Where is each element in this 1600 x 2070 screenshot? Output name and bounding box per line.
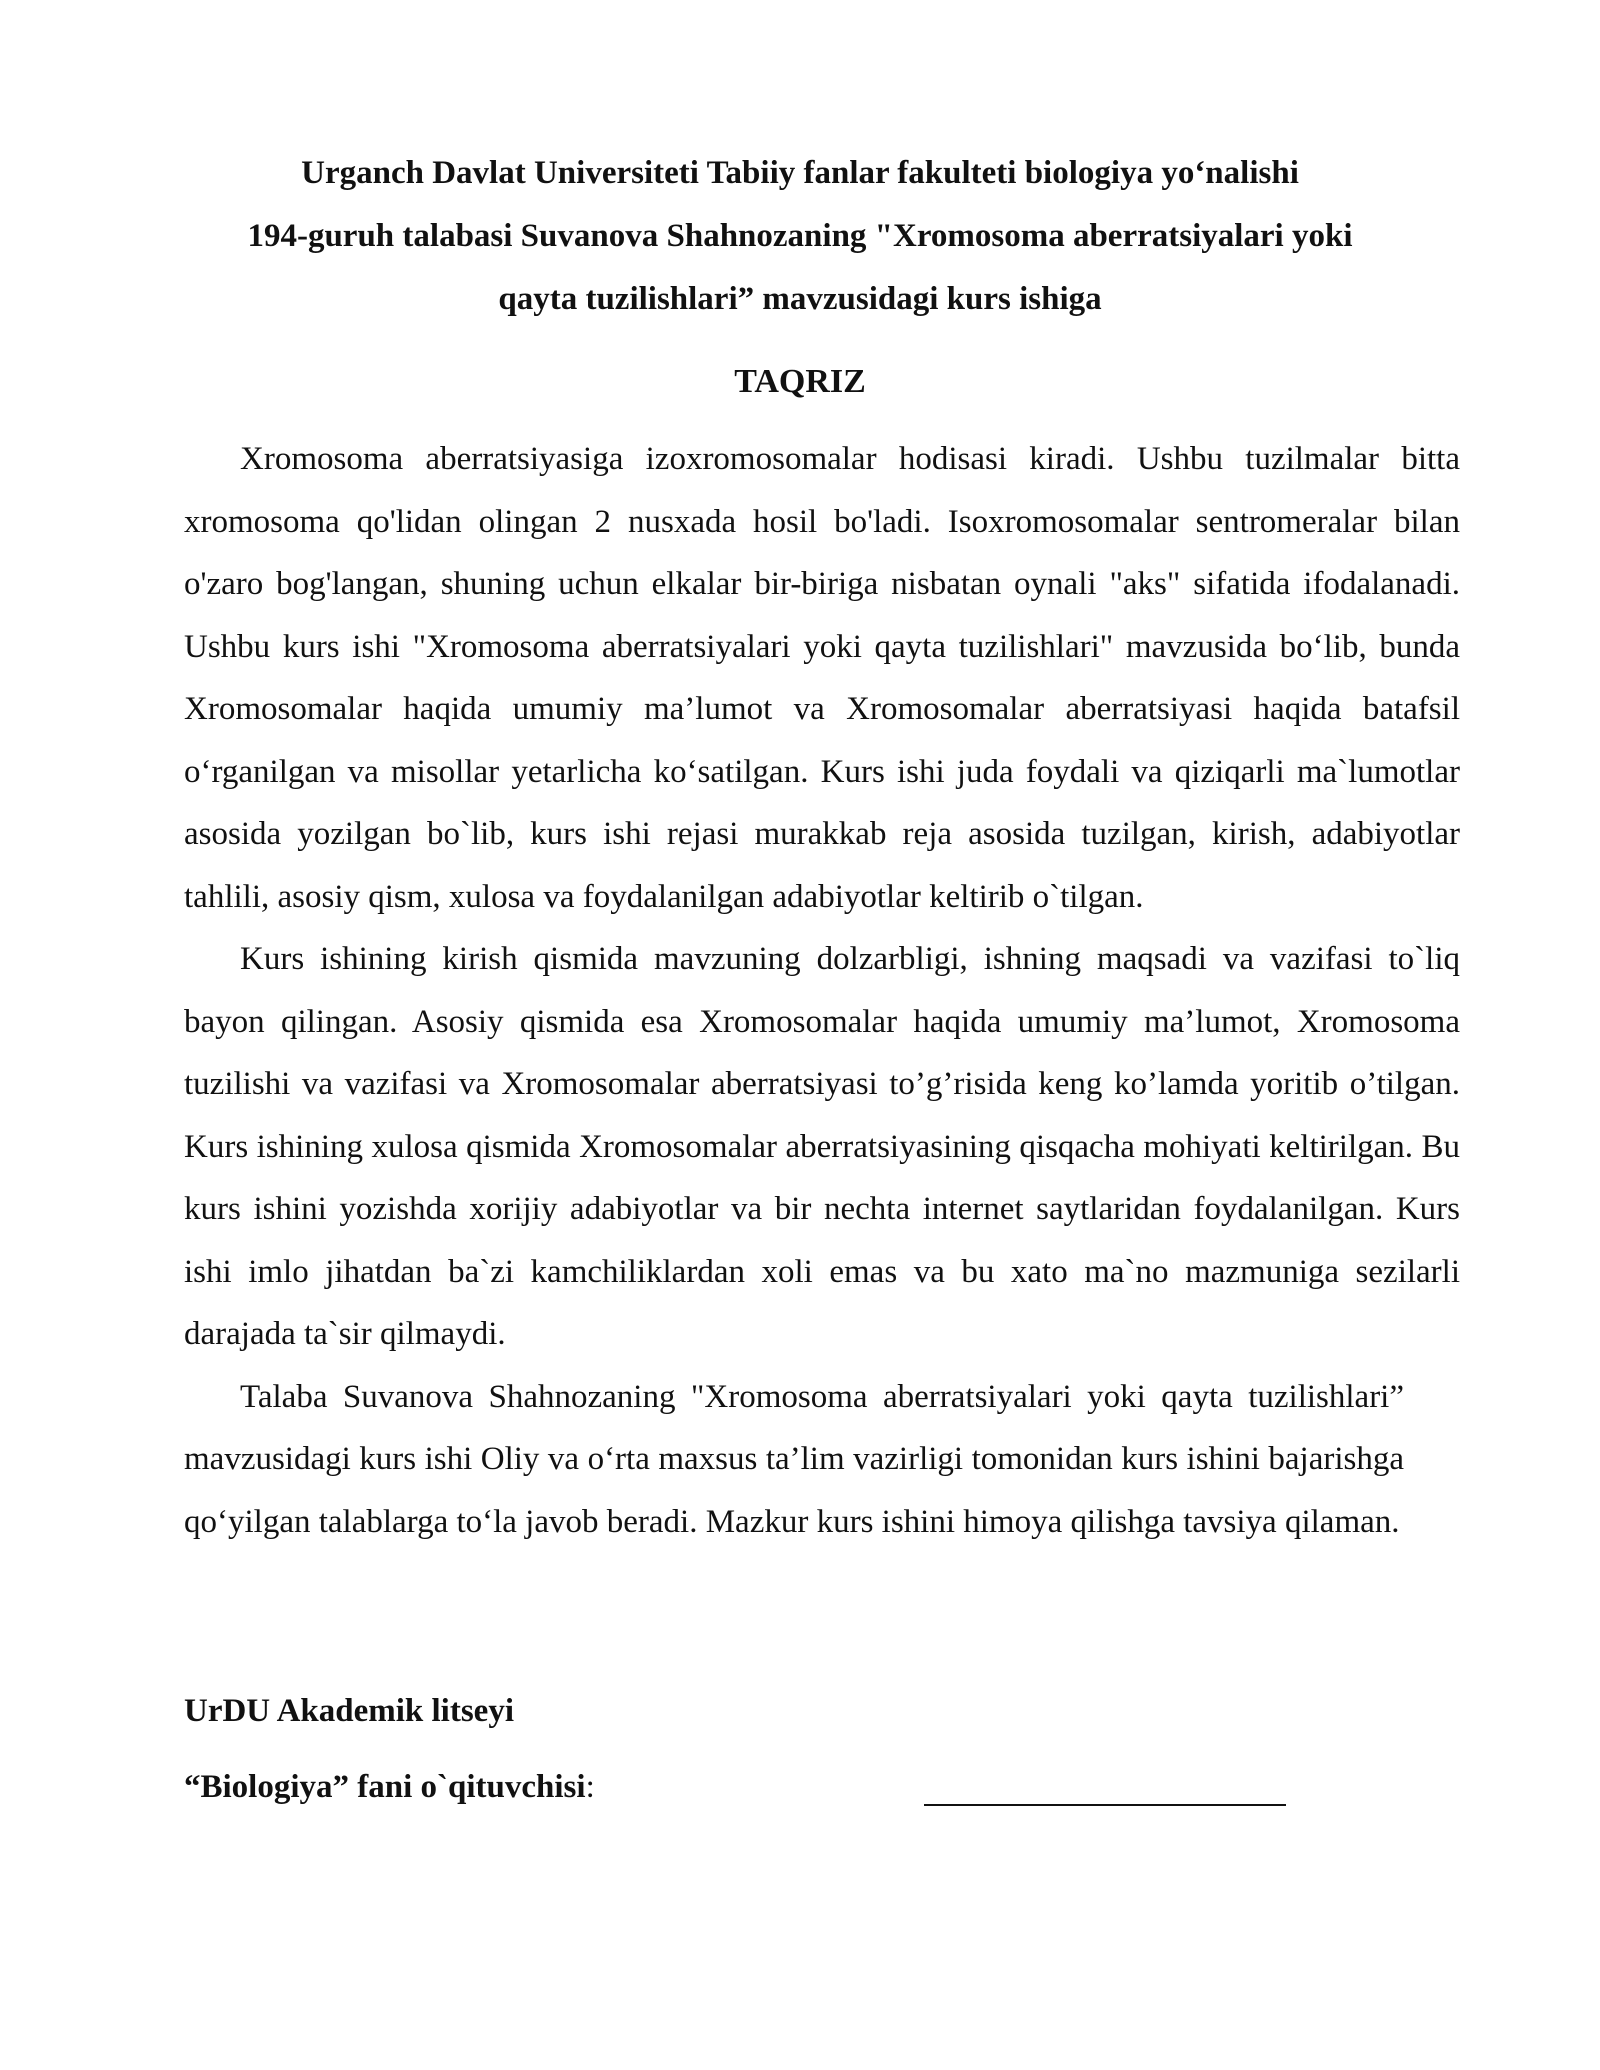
body-paragraph-1: Xromosoma aberratsiyasiga izoxromosomalar hodisasi kiradi. Ushbu tuzilmalar bitta xromosoma qo'lidan olingan 2 nusxada hosil bo'ladi. Isoxromosomalar sentromeralar bilan o'zaro bog'langan, shuning uchun elkalar bir-biriga nisbatan oynali "aks" sifatida ifodalanadi. Ushbu kurs ishi "Xromosoma aberratsiyalari yoki qayta tuzilishlari" mavzusida bo‘lib, bunda Xromosomalar haqida umumiy ma’lumot va Xromosomalar aberratsiyasi haqida batafsil o‘rganilgan va misollar yetarlicha ko‘satilgan. Kurs ishi juda foydali va qiziqarli ma`lumotlar asosida yozilgan bo`lib, kurs ishi rejasi murakkab reja asosida tuzilgan, kirish, adabiyotlar tahlili, asosiy qism, xulosa va foydalanilgan adabiyotlar keltirib o`tilgan.	[184, 441, 1460, 915]
document-heading	[150, 142, 1450, 331]
signature-role	[184, 1762, 595, 1812]
document-body	[184, 428, 1460, 1553]
heading-line-2: 194-guruh talabasi Suvanova Shahnozaning "Xromosoma aberratsiyalari yoki	[247, 218, 1353, 254]
signature-line	[924, 1804, 1286, 1806]
document-title: TAQRIZ	[734, 363, 866, 400]
signature-role-colon: :	[585, 1769, 595, 1805]
signature-organization: UrDU Akademik litseyi	[184, 1693, 514, 1729]
heading-line-1: Urganch Davlat Universiteti Tabiiy fanlar fakulteti biologiya yo‘nalishi	[301, 155, 1299, 191]
signature-role-label: “Biologiya” fani o`qituvchisi	[184, 1769, 586, 1805]
heading-line-3: qayta tuzilishlari” mavzusidagi kurs ishiga	[498, 281, 1102, 317]
body-paragraph-3: Talaba Suvanova Shahnozaning "Xromosoma aberratsiyalari yoki qayta tuzilishlari” mavzusidagi kurs ishi Oliy va o‘rta maxsus ta’lim vazirligi tomonidan kurs ishini bajarishga qo‘yilgan talablarga to‘la javob beradi. Mazkur kurs ishini himoya qilishga tavsiya qilaman.	[184, 1378, 1404, 1540]
body-paragraph-2: Kurs ishining kirish qismida mavzuning dolzarbligi, ishning maqsadi va vazifasi to`liq bayon qilingan. Asosiy qismida esa Xromosomalar haqida umumiy ma’lumot, Xromosoma tuzilishi va vazifasi va Xromosomalar aberratsiyasi to’g’risida keng ko’lamda yoritib o’tilgan. Kurs ishining xulosa qismida Xromosomalar aberratsiyasining qisqacha mohiyati keltirilgan. Bu kurs ishini yozishda xorijiy adabiyotlar va bir nechta internet saytlaridan foydalanilgan. Kurs ishi imlo jihatdan ba`zi kamchiliklardan xoli emas va bu xato ma`no mazmuniga sezilarli darajada ta`sir qilmaydi.	[184, 941, 1460, 1352]
